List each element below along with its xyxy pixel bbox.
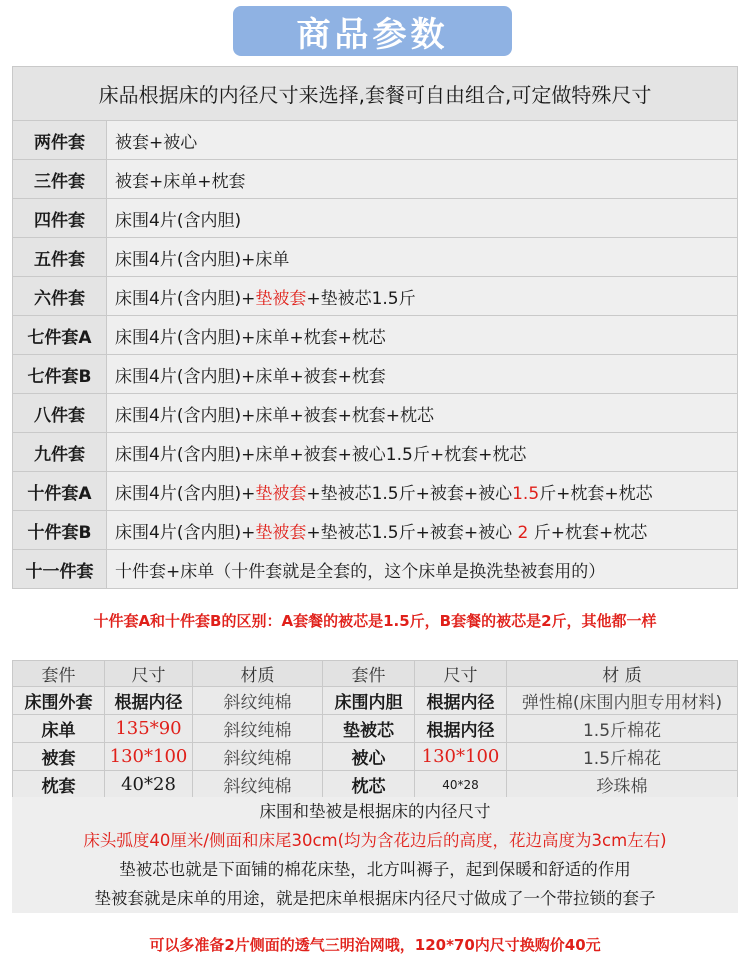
contents-text: 被套+被心: [115, 132, 198, 153]
package-contents: [107, 355, 738, 394]
spec-header-material: 材质: [193, 661, 323, 687]
package-name: 三件套: [13, 160, 107, 199]
note-line: 垫被套就是床单的用途，就是把床单根据床内径尺寸做成了一个带拉锁的套子: [94, 889, 656, 908]
package-row: [13, 160, 738, 199]
contents-text: 斤+枕套+枕芯: [528, 522, 648, 543]
spec-cell: 被套: [13, 743, 105, 771]
package-name: 十件套B: [13, 511, 107, 550]
contents-text: 床围4片(含内胆)+床单+枕套+枕芯: [115, 327, 386, 348]
highlight-text: 垫被套: [255, 288, 307, 309]
highlight-text: 垫被套: [255, 483, 307, 504]
spec-cell: 135*90: [105, 715, 193, 743]
contents-text: 床围4片(含内胆)+床单: [115, 249, 290, 270]
package-contents: [107, 433, 738, 472]
package-row: [13, 511, 738, 550]
notice-row: [13, 67, 738, 121]
package-contents: [107, 394, 738, 433]
spec-cell: 根据内径: [105, 687, 193, 715]
header: [0, 0, 750, 66]
package-contents: [107, 550, 738, 589]
highlight-text: 2: [517, 522, 529, 543]
package-row: [13, 550, 738, 589]
spec-header-item: 套件: [13, 661, 105, 687]
contents-text: 斤+枕套+枕芯: [539, 483, 653, 504]
package-row: [13, 433, 738, 472]
spec-row: [13, 687, 738, 715]
spec-row: [13, 771, 738, 799]
package-name: 两件套: [13, 121, 107, 160]
package-contents: [107, 472, 738, 511]
spec-cell: 130*100: [105, 743, 193, 771]
contents-text: 床围4片(含内胆)+床单+被套+枕套+枕芯: [115, 405, 435, 426]
contents-text: 床围4片(含内胆)+: [115, 483, 256, 504]
package-name: 十件套A: [13, 472, 107, 511]
notes-block: [12, 797, 738, 913]
contents-text: 床围4片(含内胆): [115, 210, 242, 231]
package-row: [13, 277, 738, 316]
spec-cell: 被心: [323, 743, 415, 771]
spec-header-size: 尺寸: [105, 661, 193, 687]
package-contents: [107, 160, 738, 199]
spec-cell: 1.5斤棉花: [507, 743, 738, 771]
spec-cell: 根据内径: [415, 715, 507, 743]
spec-cell: 斜纹纯棉: [193, 771, 323, 799]
spec-cell: 枕套: [13, 771, 105, 799]
package-name: 四件套: [13, 199, 107, 238]
contents-text: 床围4片(含内胆)+床单+被套+被心1.5斤+枕套+枕芯: [115, 444, 527, 465]
spec-header-row: [13, 661, 738, 687]
note-line: 垫被芯也就是下面铺的棉花床垫，北方叫褥子，起到保暖和舒适的作用: [119, 860, 631, 879]
contents-text: +垫被芯1.5斤: [306, 288, 416, 309]
contents-text: 床围4片(含内胆)+: [115, 288, 256, 309]
difference-note: 十件套A和十件套B的区别：A套餐的被芯是1.5斤，B套餐的被芯是2斤，其他都一样: [93, 612, 657, 630]
package-contents: [107, 238, 738, 277]
spec-cell: 130*100: [415, 743, 507, 771]
page-title: 商品参数: [233, 6, 512, 56]
spec-cell: 枕芯: [323, 771, 415, 799]
package-row: [13, 238, 738, 277]
package-contents: [107, 121, 738, 160]
package-row: [13, 121, 738, 160]
spec-cell: 根据内径: [415, 687, 507, 715]
package-name: 十一件套: [13, 550, 107, 589]
package-name: 七件套B: [13, 355, 107, 394]
contents-text: 床围4片(含内胆)+床单+被套+枕套: [115, 366, 386, 387]
spec-cell: 床单: [13, 715, 105, 743]
highlight-text: 垫被套: [255, 522, 307, 543]
package-row: [13, 355, 738, 394]
spec-cell: 斜纹纯棉: [193, 715, 323, 743]
spec-cell: 垫被芯: [323, 715, 415, 743]
contents-text: 十件套+床单（十件套就是全套的，这个床单是换洗垫被套用的）: [115, 561, 606, 582]
spec-cell: 床围内胆: [323, 687, 415, 715]
package-name: 九件套: [13, 433, 107, 472]
contents-text: +垫被芯1.5斤+被套+被心: [306, 522, 518, 543]
package-name: 六件套: [13, 277, 107, 316]
note-line: 床头弧度40厘米/侧面和床尾30cm(均为含花边后的高度，花边高度为3cm左右): [83, 831, 667, 850]
spec-cell: 1.5斤棉花: [507, 715, 738, 743]
contents-text: 床围4片(含内胆)+: [115, 522, 256, 543]
package-row: [13, 394, 738, 433]
spec-header-size: 尺寸: [415, 661, 507, 687]
spec-cell: 40*28: [415, 771, 507, 799]
contents-text: 被套+床单+枕套: [115, 171, 246, 192]
package-name: 八件套: [13, 394, 107, 433]
footer-note: 可以多准备2片侧面的透气三明治网哦，120*70内尺寸换购价40元: [149, 936, 601, 954]
spec-cell: 床围外套: [13, 687, 105, 715]
package-row: [13, 472, 738, 511]
spec-cell: 斜纹纯棉: [193, 743, 323, 771]
spec-header-material: 材 质: [507, 661, 738, 687]
spec-cell: 弹性棉(床围内胆专用材料): [507, 687, 738, 715]
spec-cell: 40*28: [105, 771, 193, 799]
package-contents: [107, 511, 738, 550]
spec-cell: 斜纹纯棉: [193, 687, 323, 715]
package-name: 五件套: [13, 238, 107, 277]
spec-row: [13, 715, 738, 743]
contents-text: +垫被芯1.5斤+被套+被心: [306, 483, 513, 504]
spec-row: [13, 743, 738, 771]
spec-table: [12, 660, 738, 799]
highlight-text: 1.5: [512, 483, 540, 504]
spec-header-item: 套件: [323, 661, 415, 687]
package-name: 七件套A: [13, 316, 107, 355]
package-contents: [107, 316, 738, 355]
package-row: [13, 316, 738, 355]
package-table: [12, 66, 738, 589]
package-contents: [107, 277, 738, 316]
size-notice: 床品根据床的内径尺寸来选择,套餐可自由组合,可定做特殊尺寸: [13, 67, 738, 121]
spec-cell: 珍珠棉: [507, 771, 738, 799]
package-row: [13, 199, 738, 238]
package-contents: [107, 199, 738, 238]
note-line: 床围和垫被是根据床的内径尺寸: [259, 802, 491, 821]
